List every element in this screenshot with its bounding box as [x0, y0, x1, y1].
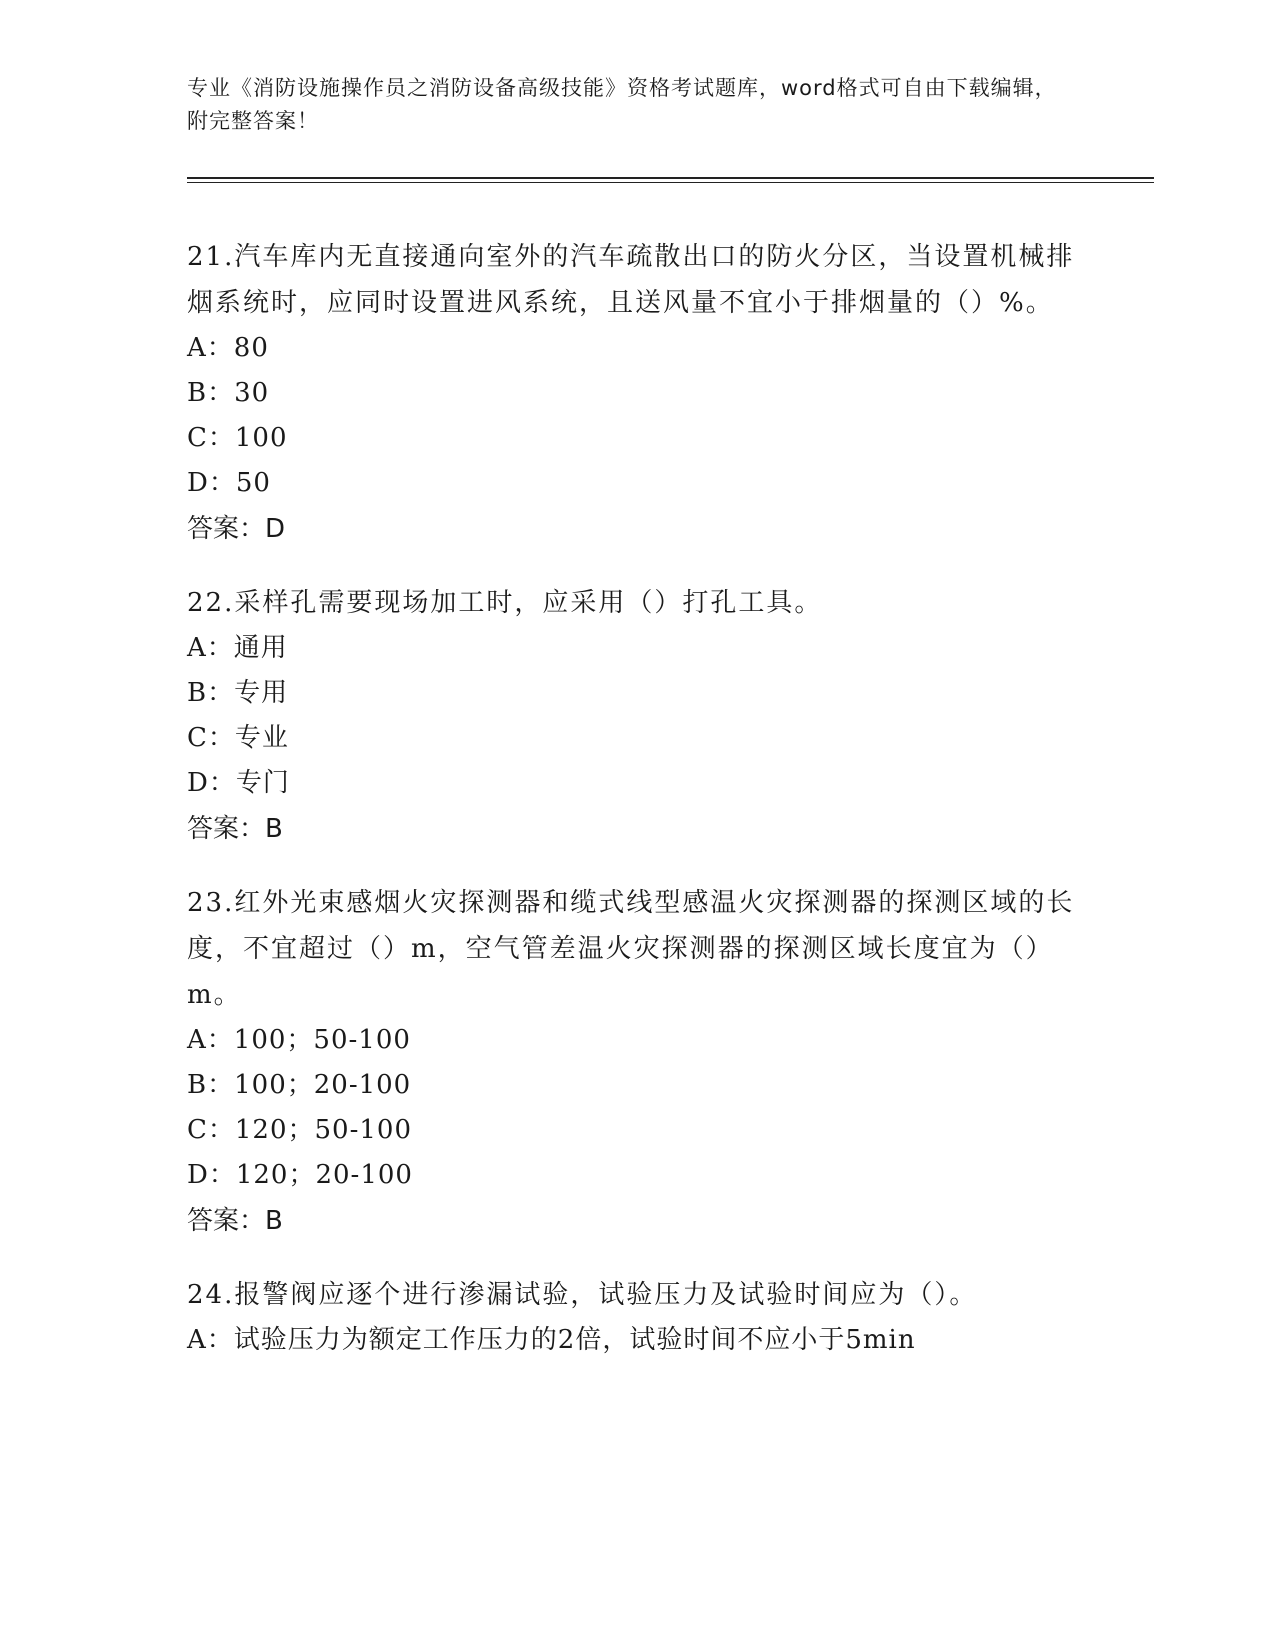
option-b: B：30	[187, 378, 270, 408]
question-stem: 24.报警阀应逐个进行渗漏试验，试验压力及试验时间应为（）。	[187, 1280, 978, 1310]
option-d: D：50	[187, 468, 271, 498]
question-21	[187, 234, 1077, 552]
question-23	[187, 880, 1077, 1244]
header-divider-thin	[187, 182, 1154, 183]
option-d: D：专门	[187, 768, 290, 798]
answer-line: 答案：D	[187, 514, 286, 544]
question-24	[187, 1272, 1077, 1363]
option-b: B：100；20-100	[187, 1070, 412, 1100]
option-d: D：120；20-100	[187, 1160, 413, 1190]
answer-line: 答案：B	[187, 814, 283, 844]
option-c: C：100	[187, 423, 288, 453]
question-stem: 23.红外光束感烟火灾探测器和缆式线型感温火灾探测器的探测区域的长度，不宜超过（）m，空气管差温火灾探测器的探测区域长度宜为（）m。	[187, 888, 1075, 1010]
option-a: A：通用	[187, 633, 288, 663]
option-b: B：专用	[187, 678, 289, 708]
question-list	[187, 234, 1077, 1391]
document-header: 专业《消防设施操作员之消防设备高级技能》资格考试题库，word格式可自由下载编辑，附完整答案！	[187, 76, 1057, 133]
answer-line: 答案：B	[187, 1206, 283, 1236]
option-a: A：试验压力为额定工作压力的2倍，试验时间不应小于5min	[187, 1325, 916, 1355]
option-c: C：专业	[187, 723, 289, 753]
header-divider-thick	[187, 177, 1154, 179]
question-22	[187, 580, 1077, 852]
question-stem: 22.采样孔需要现场加工时，应采用（）打孔工具。	[187, 588, 823, 618]
option-a: A：100；50-100	[187, 1025, 411, 1055]
question-stem: 21.汽车库内无直接通向室外的汽车疏散出口的防火分区，当设置机械排烟系统时，应同时设置进风系统，且送风量不宜小于排烟量的（）%。	[187, 242, 1075, 318]
option-c: C：120；50-100	[187, 1115, 413, 1145]
option-a: A：80	[187, 333, 269, 363]
